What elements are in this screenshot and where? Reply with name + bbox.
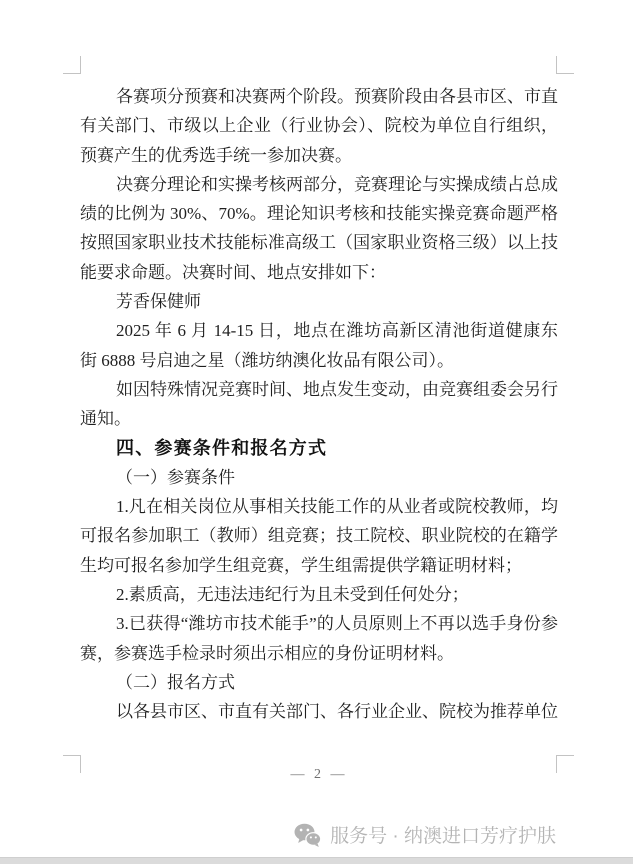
paragraph-change-notice: 如因特殊情况竞赛时间、地点发生变动，由竞赛组委会另行通知。 [80, 379, 558, 429]
text-boundary-mark-top-left [63, 56, 81, 74]
page-number: — 2 — [290, 767, 348, 782]
paragraph-condition-3: 3.已获得“潍坊市技术能手”的人员原则上不再以选手身份参赛，参赛选手检录时须出示相应的身份证明材料。 [80, 614, 558, 663]
section-heading-four: 四、参赛条件和报名方式 [116, 437, 328, 458]
paragraph-stage-overview: 各赛项分预赛和决赛两个阶段。预赛阶段由各县市区、市直有关部门、市级以上企业（行业协会）、院校为单位自行组织，预赛产生的优秀选手统一参加决赛。 [80, 87, 558, 165]
subsection-entry-conditions: （一）参赛条件 [116, 467, 235, 487]
document-body [80, 82, 558, 727]
paragraph-date-location: 2025 年 6 月 14-15 日，地点在潍坊高新区清池街道健康东街 6888 号启迪之星（潍坊纳澳化妆品有限公司）。 [80, 321, 558, 370]
text-boundary-mark-bottom-right [556, 755, 574, 773]
paragraph-event-name: 芳香保健师 [116, 292, 201, 312]
bottom-strip [0, 857, 633, 864]
subsection-registration: （二）报名方式 [116, 672, 235, 692]
paragraph-condition-1: 1.凡在相关岗位从事相关技能工作的从业者或院校教师，均可报名参加职工（教师）组竞赛；技工院校、职业院校的在籍学生均可报名参加学生组竞赛，学生组需提供学籍证明材料； [80, 497, 558, 575]
wechat-watermark [294, 821, 556, 848]
paragraph-condition-2: 2.素质高，无违法违纪行为且未受到任何处分； [116, 585, 469, 605]
paragraph-final-exam-format: 决赛分理论和实操考核两部分，竞赛理论与实操成绩占总成绩的比例为 30%、70%。理论知识考核和技能实操竞赛命题严格按照国家职业技术技能标准高级工（国家职业资格三级）以上技能要求命题。决赛时间、地点安排如下： [80, 174, 558, 282]
watermark-text: 服务号 · 纳澳进口芳疗护肤 [330, 826, 556, 847]
wechat-icon [294, 823, 321, 847]
text-boundary-mark-top-right [556, 56, 574, 74]
text-boundary-mark-bottom-left [63, 755, 81, 773]
paragraph-registration-intro: 以各县市区、市直有关部门、各行业企业、院校为推荐单位 [116, 702, 558, 722]
